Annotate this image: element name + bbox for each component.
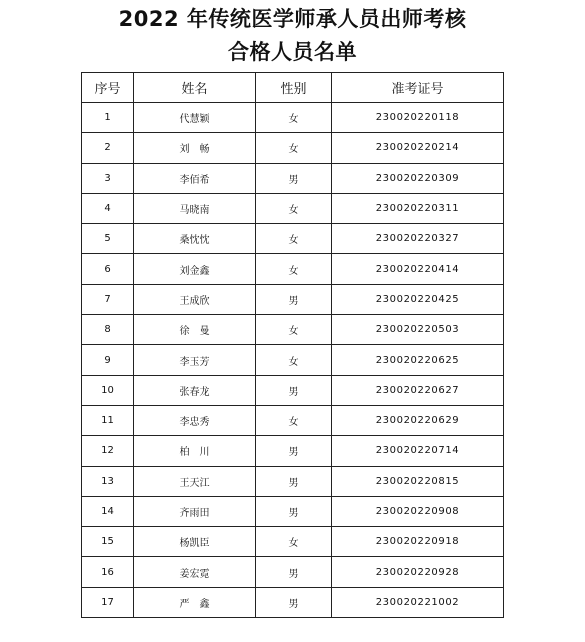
cell-name: 张春龙 xyxy=(134,375,256,405)
cell-name: 杨凯臣 xyxy=(134,527,256,557)
cell-exam-id: 230020220503 xyxy=(332,315,504,345)
cell-serial-number: 11 xyxy=(82,405,134,435)
cell-exam-id: 230020220309 xyxy=(332,163,504,193)
document-subtitle: 合格人员名单 xyxy=(228,40,357,64)
cell-gender: 男 xyxy=(256,496,332,526)
table-row xyxy=(82,375,504,405)
cell-exam-id: 230020220425 xyxy=(332,284,504,314)
cell-gender: 女 xyxy=(256,315,332,345)
cell-serial-number: 17 xyxy=(82,587,134,617)
cell-serial-number: 7 xyxy=(82,284,134,314)
cell-gender: 男 xyxy=(256,163,332,193)
cell-gender: 女 xyxy=(256,345,332,375)
cell-gender: 女 xyxy=(256,405,332,435)
cell-gender: 男 xyxy=(256,375,332,405)
cell-serial-number: 3 xyxy=(82,163,134,193)
cell-serial-number: 9 xyxy=(82,345,134,375)
cell-exam-id: 230020220627 xyxy=(332,375,504,405)
table-row xyxy=(82,405,504,435)
cell-exam-id: 230020220714 xyxy=(332,436,504,466)
cell-gender: 女 xyxy=(256,133,332,163)
table-row xyxy=(82,133,504,163)
cell-gender: 女 xyxy=(256,254,332,284)
cell-exam-id: 230020221002 xyxy=(332,587,504,617)
table-row xyxy=(82,466,504,496)
table-row xyxy=(82,163,504,193)
cell-exam-id: 230020220908 xyxy=(332,496,504,526)
qualified-personnel-table xyxy=(81,72,504,618)
table-row xyxy=(82,103,504,133)
cell-serial-number: 14 xyxy=(82,496,134,526)
header-exam-id: 准考证号 xyxy=(332,73,504,103)
table-row xyxy=(82,436,504,466)
cell-serial-number: 15 xyxy=(82,527,134,557)
cell-serial-number: 4 xyxy=(82,193,134,223)
cell-serial-number: 1 xyxy=(82,103,134,133)
table-row xyxy=(82,224,504,254)
cell-serial-number: 13 xyxy=(82,466,134,496)
cell-exam-id: 230020220327 xyxy=(332,224,504,254)
cell-exam-id: 230020220311 xyxy=(332,193,504,223)
table-row xyxy=(82,193,504,223)
cell-serial-number: 12 xyxy=(82,436,134,466)
cell-name: 严 鑫 xyxy=(134,587,256,617)
cell-name: 李玉芳 xyxy=(134,345,256,375)
cell-exam-id: 230020220118 xyxy=(332,103,504,133)
table-row xyxy=(82,527,504,557)
table-row xyxy=(82,345,504,375)
cell-name: 徐 曼 xyxy=(134,315,256,345)
cell-gender: 女 xyxy=(256,527,332,557)
table-row xyxy=(82,557,504,587)
cell-name: 姜宏霓 xyxy=(134,557,256,587)
header-serial-number: 序号 xyxy=(82,73,134,103)
cell-gender: 男 xyxy=(256,466,332,496)
cell-name: 刘 畅 xyxy=(134,133,256,163)
cell-gender: 男 xyxy=(256,284,332,314)
cell-exam-id: 230020220918 xyxy=(332,527,504,557)
table-row xyxy=(82,254,504,284)
cell-gender: 女 xyxy=(256,193,332,223)
cell-gender: 女 xyxy=(256,224,332,254)
cell-gender: 男 xyxy=(256,436,332,466)
cell-name: 王天江 xyxy=(134,466,256,496)
cell-serial-number: 16 xyxy=(82,557,134,587)
cell-exam-id: 230020220629 xyxy=(332,405,504,435)
cell-name: 马晓南 xyxy=(134,193,256,223)
cell-serial-number: 5 xyxy=(82,224,134,254)
document-title: 2022 年传统医学师承人员出师考核 xyxy=(118,7,467,31)
cell-gender: 男 xyxy=(256,557,332,587)
header-gender: 性别 xyxy=(256,73,332,103)
cell-name: 桑忱忱 xyxy=(134,224,256,254)
cell-serial-number: 2 xyxy=(82,133,134,163)
cell-name: 刘金鑫 xyxy=(134,254,256,284)
table-body xyxy=(82,103,504,618)
table-row xyxy=(82,587,504,617)
header-name: 姓名 xyxy=(134,73,256,103)
cell-name: 李忠秀 xyxy=(134,405,256,435)
cell-exam-id: 230020220414 xyxy=(332,254,504,284)
cell-name: 齐雨田 xyxy=(134,496,256,526)
table-row xyxy=(82,315,504,345)
cell-name: 李佰希 xyxy=(134,163,256,193)
cell-name: 代慧颖 xyxy=(134,103,256,133)
cell-exam-id: 230020220214 xyxy=(332,133,504,163)
cell-serial-number: 8 xyxy=(82,315,134,345)
cell-serial-number: 6 xyxy=(82,254,134,284)
cell-name: 王成欣 xyxy=(134,284,256,314)
table-row xyxy=(82,284,504,314)
cell-gender: 女 xyxy=(256,103,332,133)
table-row xyxy=(82,496,504,526)
cell-exam-id: 230020220928 xyxy=(332,557,504,587)
cell-gender: 男 xyxy=(256,587,332,617)
cell-exam-id: 230020220815 xyxy=(332,466,504,496)
cell-exam-id: 230020220625 xyxy=(332,345,504,375)
table-header-row xyxy=(82,73,504,103)
cell-name: 柏 川 xyxy=(134,436,256,466)
cell-serial-number: 10 xyxy=(82,375,134,405)
